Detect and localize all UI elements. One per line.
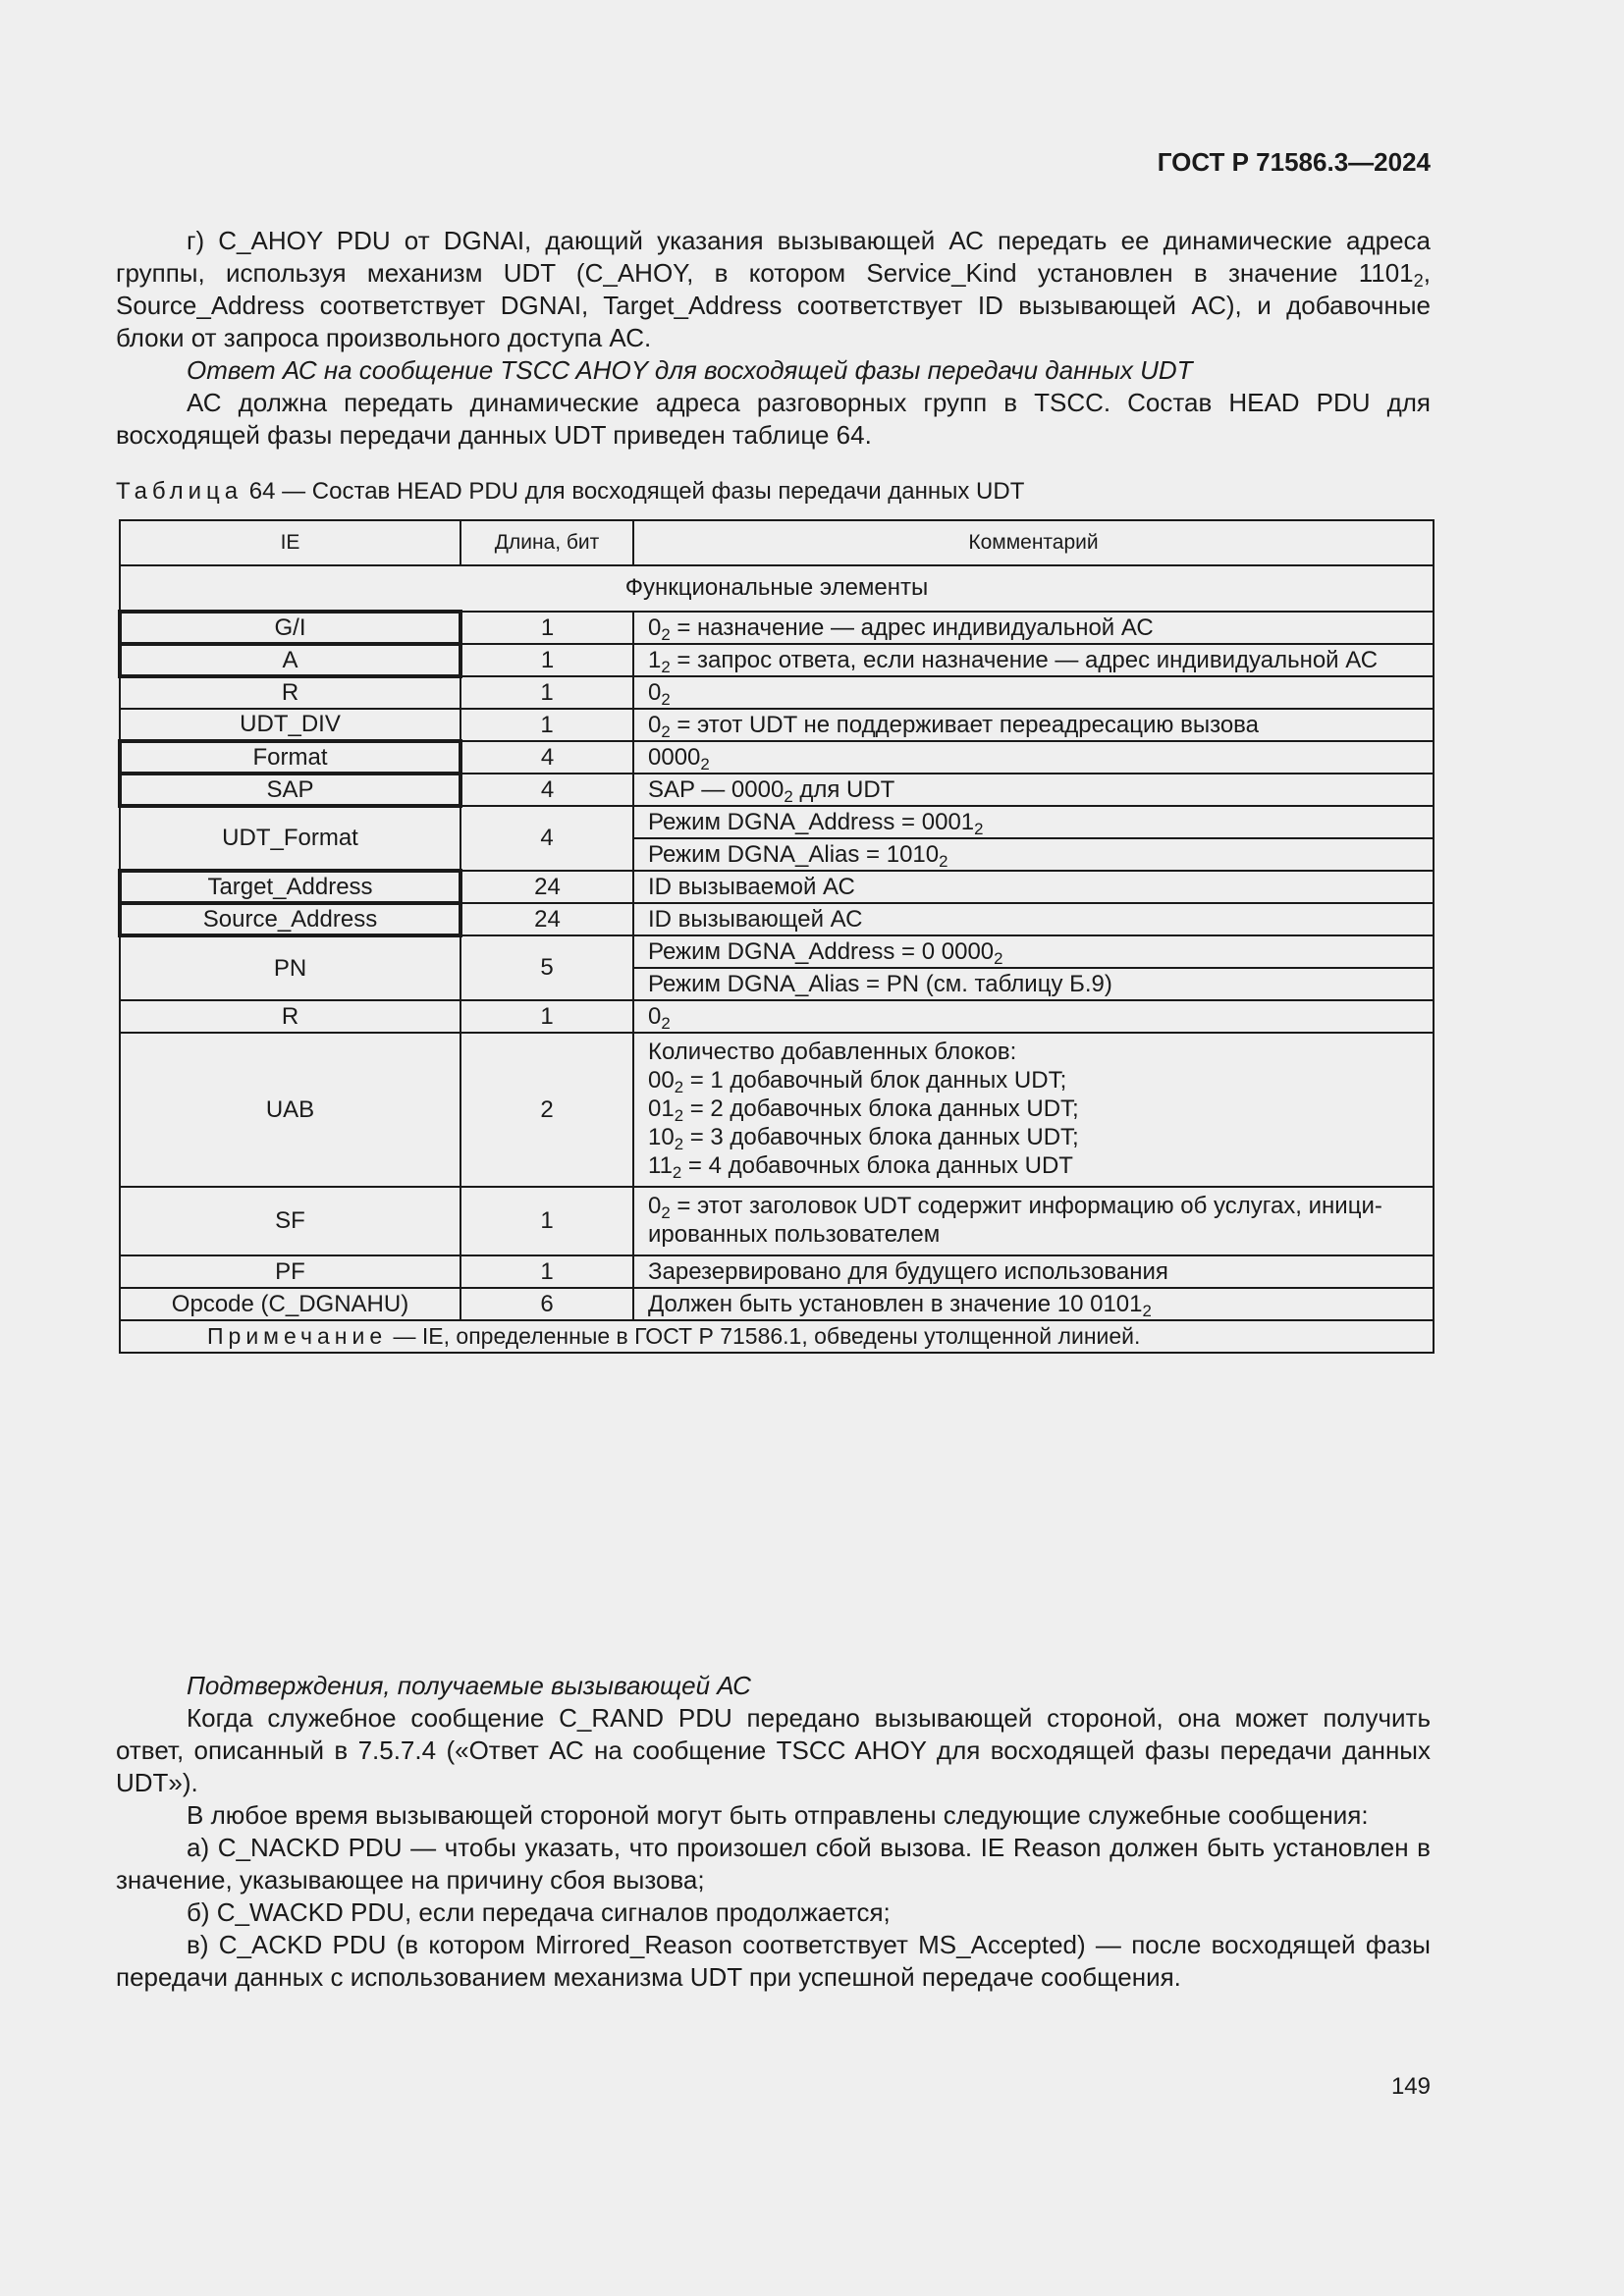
comment-text: Режим DGNA_Address = 0 0000 bbox=[648, 937, 995, 965]
comment-text: Количество добавленных блоков: bbox=[648, 1039, 1017, 1065]
table-row bbox=[120, 903, 1434, 935]
comment-cell bbox=[633, 903, 1434, 935]
length-cell: 1 bbox=[460, 1187, 633, 1255]
length-cell: 5 bbox=[460, 935, 633, 1000]
comment-cell bbox=[633, 935, 1434, 968]
note-text: — IE, определенные в ГОСТ Р 71586.1, обведены утолщенной линией. bbox=[387, 1323, 1141, 1349]
subscript: 2 bbox=[674, 1078, 684, 1096]
document-header: ГОСТ Р 71586.3—2024 bbox=[1157, 147, 1431, 177]
table-section-row bbox=[120, 565, 1434, 612]
comment-cell bbox=[633, 774, 1434, 806]
subscript: 2 bbox=[974, 819, 984, 838]
table-header-row bbox=[120, 520, 1434, 565]
table-row bbox=[120, 871, 1434, 903]
comment-line bbox=[648, 906, 1433, 934]
ie-cell: SF bbox=[120, 1187, 460, 1255]
comment-text: ID вызываемой АС bbox=[648, 873, 855, 900]
comment-text: ированных пользователем bbox=[648, 1221, 941, 1248]
comment-cell bbox=[633, 1033, 1434, 1187]
comment-text: 11 bbox=[648, 1152, 673, 1179]
length-cell: 4 bbox=[460, 741, 633, 774]
comment-cell bbox=[633, 741, 1434, 774]
comment-text: 0000 bbox=[648, 743, 701, 771]
table-note bbox=[120, 1320, 1434, 1353]
paragraph-table-ref: АС должна передать динамические адреса разговорных групп в TSCC. Состав HEAD PDU для восходящей фазы передачи данных UDT приведен таблице 64. bbox=[116, 388, 1431, 450]
table-row bbox=[120, 644, 1434, 676]
comment-line bbox=[648, 1123, 1433, 1151]
comment-text: Зарезервировано для будущего использования bbox=[648, 1257, 1168, 1285]
comment-text: = запрос ответа, если назначение — адрес индивидуальной АС bbox=[670, 646, 1379, 673]
comment-text: Режим DGNA_Alias = PN (см. таблицу Б.9) bbox=[648, 970, 1112, 997]
table-row bbox=[120, 1255, 1434, 1288]
comment-text: SAP — 0000 bbox=[648, 775, 785, 803]
intro-text bbox=[116, 225, 1431, 452]
comment-text: = 3 добавочных блока данных UDT; bbox=[683, 1124, 1079, 1150]
table-row bbox=[120, 1000, 1434, 1033]
paragraph-c-rand: Когда служебное сообщение C_RAND PDU передано вызывающей стороной, она может получить ответ, описанный в 7.5.7.4 («Ответ АС на сообщение TSCC AHOY для восходящей фазы передачи данных UDT»). bbox=[116, 1703, 1431, 1797]
subscript: 2 bbox=[674, 1106, 684, 1125]
table-row bbox=[120, 774, 1434, 806]
subscript: 2 bbox=[661, 1013, 671, 1033]
comment-text: Должен быть установлен в значение 10 0101 bbox=[648, 1290, 1143, 1317]
column-header: Длина, бит bbox=[460, 520, 633, 565]
comment-text: 00 bbox=[648, 1067, 675, 1094]
length-cell: 6 bbox=[460, 1288, 633, 1320]
table-caption: Таблица 64 — Состав HEAD PDU для восходящей фазы передачи данных UDT bbox=[116, 478, 1025, 505]
comment-line bbox=[648, 1220, 1433, 1249]
comment-text: 0 bbox=[648, 614, 662, 641]
subscript: 2 bbox=[700, 754, 710, 774]
comment-cell bbox=[633, 806, 1434, 838]
length-cell: 1 bbox=[460, 612, 633, 644]
ie-cell: UDT_DIV bbox=[120, 709, 460, 741]
subscript: 2 bbox=[784, 786, 793, 806]
table-row bbox=[120, 935, 1434, 968]
subscript: 2 bbox=[674, 1135, 684, 1153]
length-cell: 24 bbox=[460, 871, 633, 903]
ie-cell: G/I bbox=[120, 612, 460, 644]
section-label: Функциональные элементы bbox=[120, 565, 1434, 612]
length-cell: 1 bbox=[460, 709, 633, 741]
list-item-b: б) C_WACKD PDU, если передача сигналов продолжается; bbox=[187, 1897, 891, 1927]
ie-cell: SAP bbox=[120, 774, 460, 806]
table-row bbox=[120, 676, 1434, 709]
comment-line bbox=[648, 1066, 1433, 1095]
comment-cell bbox=[633, 1288, 1434, 1320]
ie-cell: A bbox=[120, 644, 460, 676]
comment-line bbox=[648, 679, 1433, 707]
comment-cell bbox=[633, 838, 1434, 871]
comment-cell bbox=[633, 871, 1434, 903]
comment-text: 0 bbox=[648, 711, 662, 738]
list-item-c: в) C_ACKD PDU (в котором Mirrored_Reason соответствует MS_Accepted) — после восходящей фазы передачи данных с использованием механизма UDT при успешной передаче сообщения. bbox=[116, 1930, 1431, 1992]
comment-text: 1 bbox=[648, 646, 662, 673]
comment-text: Режим DGNA_Address = 0001 bbox=[648, 808, 975, 835]
subsection-heading: Ответ АС на сообщение TSCC AHOY для восходящей фазы передачи данных UDT bbox=[187, 355, 1193, 385]
table-row bbox=[120, 1288, 1434, 1320]
length-cell: 2 bbox=[460, 1033, 633, 1187]
table-row bbox=[120, 741, 1434, 774]
ie-cell: Source_Address bbox=[120, 903, 460, 935]
comment-cell bbox=[633, 968, 1434, 1000]
comment-line bbox=[648, 1291, 1433, 1318]
subscript: 2 bbox=[1142, 1301, 1152, 1320]
comment-cell bbox=[633, 1187, 1434, 1255]
comment-text: 0 bbox=[648, 1002, 662, 1030]
comment-line bbox=[648, 712, 1433, 739]
comment-cell bbox=[633, 709, 1434, 741]
table-row bbox=[120, 709, 1434, 741]
comment-cell bbox=[633, 644, 1434, 676]
length-cell: 1 bbox=[460, 1000, 633, 1033]
comment-line bbox=[648, 874, 1433, 901]
note-label: Примечание bbox=[207, 1323, 388, 1349]
subscript: 2 bbox=[672, 1163, 682, 1182]
comment-text: = назначение — адрес индивидуальной АС bbox=[670, 614, 1154, 641]
head-pdu-table bbox=[118, 519, 1435, 1354]
comment-text: для UDT bbox=[792, 775, 895, 803]
comment-line bbox=[648, 647, 1433, 674]
table-row bbox=[120, 1187, 1434, 1255]
comment-cell bbox=[633, 1000, 1434, 1033]
table-note-row bbox=[120, 1320, 1434, 1353]
comment-line bbox=[648, 1192, 1433, 1220]
subscript: 2 bbox=[661, 657, 671, 676]
table-row bbox=[120, 806, 1434, 838]
column-header: Комментарий bbox=[633, 520, 1434, 565]
length-cell: 1 bbox=[460, 644, 633, 676]
list-item-a: а) C_NACKD PDU — чтобы указать, что произошел сбой вызова. IE Reason должен быть установлен в значение, указывающее на причину сбоя вызова; bbox=[116, 1833, 1431, 1895]
paragraph-g: г) C_AHOY PDU от DGNAI, дающий указания вызывающей АС передать ее динамические адреса группы, используя механизм UDT (C_AHOY, в котором Service_Kind установлен в значение $1101_2$, Source_Address соответствует DGNAI, Target_Address соответствует ID вызывающей АС), и добавочные блоки от запроса произвольного доступа АС. bbox=[116, 226, 1431, 352]
comment-line bbox=[648, 744, 1433, 772]
subscript: 2 bbox=[994, 948, 1003, 968]
outro-text bbox=[116, 1670, 1431, 1994]
comment-text: = 1 добавочный блок данных UDT; bbox=[683, 1067, 1067, 1094]
comment-text: = этот UDT не поддерживает переадресацию вызова bbox=[670, 711, 1259, 738]
ie-cell: Opcode (C_DGNAHU) bbox=[120, 1288, 460, 1320]
length-cell: 4 bbox=[460, 774, 633, 806]
ie-cell: Format bbox=[120, 741, 460, 774]
comment-text: = 4 добавочных блока данных UDT bbox=[681, 1152, 1073, 1179]
subscript: 2 bbox=[939, 851, 948, 871]
comment-text: Режим DGNA_Alias = 1010 bbox=[648, 840, 940, 868]
length-cell: 1 bbox=[460, 1255, 633, 1288]
comment-cell bbox=[633, 676, 1434, 709]
ie-cell: R bbox=[120, 1000, 460, 1033]
ie-cell: UAB bbox=[120, 1033, 460, 1187]
comment-cell bbox=[633, 612, 1434, 644]
comment-line bbox=[648, 841, 1433, 869]
comment-line bbox=[648, 809, 1433, 836]
column-header: IE bbox=[120, 520, 460, 565]
comment-line bbox=[648, 1095, 1433, 1123]
table-row bbox=[120, 1033, 1434, 1187]
subscript: 2 bbox=[661, 721, 671, 741]
ie-cell: PF bbox=[120, 1255, 460, 1288]
comment-text: 01 bbox=[648, 1095, 675, 1122]
subscript: 2 bbox=[661, 624, 671, 644]
comment-text: = этот заголовок UDT содержит информацию об услугах, иници- bbox=[670, 1193, 1382, 1219]
comment-line bbox=[648, 1038, 1433, 1066]
comment-line bbox=[648, 938, 1433, 966]
comment-cell bbox=[633, 1255, 1434, 1288]
comment-text: 0 bbox=[648, 678, 662, 706]
length-cell: 4 bbox=[460, 806, 633, 871]
length-cell: 24 bbox=[460, 903, 633, 935]
ie-cell: UDT_Format bbox=[120, 806, 460, 871]
comment-line bbox=[648, 776, 1433, 804]
comment-line bbox=[648, 1003, 1433, 1031]
comment-line bbox=[648, 1258, 1433, 1286]
page-number: 149 bbox=[1390, 2073, 1431, 2100]
ie-cell: R bbox=[120, 676, 460, 709]
confirmations-heading: Подтверждения, получаемые вызывающей АС bbox=[187, 1671, 751, 1700]
comment-line bbox=[648, 1151, 1433, 1180]
length-cell: 1 bbox=[460, 676, 633, 709]
ie-cell: PN bbox=[120, 935, 460, 1000]
subscript: 2 bbox=[661, 689, 671, 709]
paragraph-service-messages: В любое время вызывающей стороной могут быть отправлены следующие служебные сообщения: bbox=[187, 1800, 1369, 1830]
subscript: 2 bbox=[661, 1203, 671, 1222]
comment-line bbox=[648, 971, 1433, 998]
comment-text: ID вызывающей АС bbox=[648, 905, 863, 933]
table-row bbox=[120, 612, 1434, 644]
ie-cell: Target_Address bbox=[120, 871, 460, 903]
comment-text: 0 bbox=[648, 1193, 662, 1219]
comment-text: = 2 добавочных блока данных UDT; bbox=[683, 1095, 1079, 1122]
comment-text: 10 bbox=[648, 1124, 675, 1150]
comment-line bbox=[648, 614, 1433, 642]
